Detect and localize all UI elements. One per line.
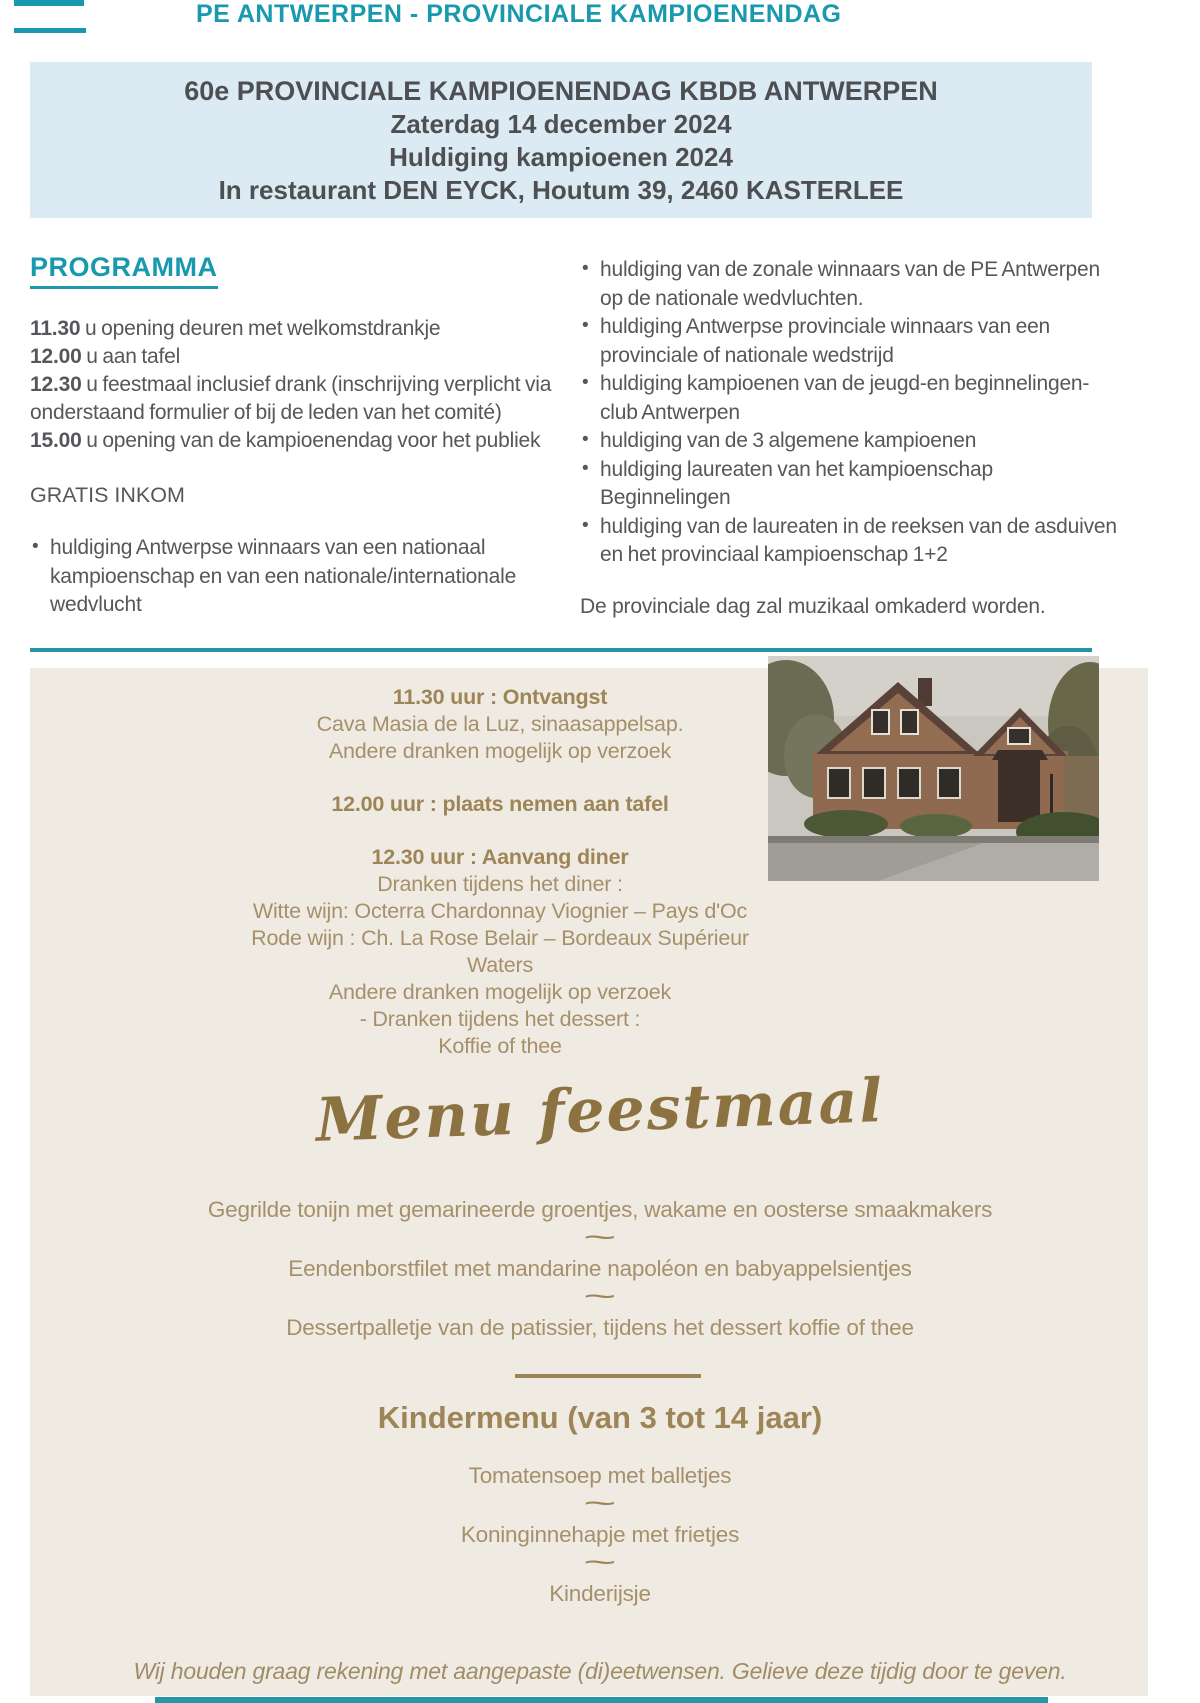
coffee-tea-line: Koffie of thee (438, 1034, 562, 1058)
short-divider (515, 1374, 701, 1378)
program-columns (30, 240, 1125, 620)
white-wine-line: Witte wijn: Octerra Chardonnay Viognier – Pays d'Oc (252, 899, 748, 923)
reception-line: Cava Masia de la Luz, sinaasappelsap. (316, 712, 684, 736)
red-wine-line: Rode wijn : Ch. La Rose Belair – Bordeaux Supérieur (251, 926, 749, 950)
menu-items (30, 1196, 1170, 1341)
reception-heading: 11.30 uur : Ontvangst (392, 685, 608, 709)
tilde-separator-icon: ~ (583, 1280, 617, 1313)
tilde-separator-icon: ~ (583, 1546, 617, 1579)
left-bullet-list (30, 534, 560, 620)
page-title: PE ANTWERPEN - PROVINCIALE KAMPIOENENDAG (196, 0, 842, 28)
diet-note: Wij houden graag rekening met aangepaste (di)eetwensen. Gelieve deze tijdig door te geven. (133, 1658, 1067, 1684)
event-location: In restaurant DEN EYCK, Houtum 39, 2460 KASTERLEE (218, 175, 904, 205)
bullet-item: • huldiging Antwerpse provinciale winnaars van een provinciale of nationale wedstrijd (580, 313, 1125, 370)
tilde-separator-icon: ~ (583, 1221, 617, 1254)
teal-divider (30, 648, 1092, 652)
tilde-separator-icon: ~ (583, 1487, 617, 1520)
music-note: De provinciale dag zal muzikaal omkaderd worden. (580, 594, 1046, 618)
kids-menu-heading: Kindermenu (van 3 tot 14 jaar) (377, 1400, 823, 1435)
restaurant-den-eyck-photo (768, 656, 1099, 881)
bullet-item: • huldiging laureaten van het kampioenschap Beginnelingen (580, 456, 1125, 513)
event-info-box (30, 62, 1092, 218)
bullet-item: • huldiging kampioenen van de jeugd-en beginnelingen-club Antwerpen (580, 370, 1125, 427)
kids-menu-items (30, 1462, 1170, 1607)
reception-schedule (180, 684, 820, 1060)
bullet-item: • huldiging van de zonale winnaars van de PE Antwerpen op de nationale wedvluchten. (580, 256, 1125, 313)
schedule-line: 12.30 u feestmaal inclusief drank (inschrijving verplicht via onderstaand formulier of bij de leden van het comité) (30, 373, 552, 424)
menu-item: Eendenborstfilet met mandarine napoléon en babyappelsientjes (288, 1256, 912, 1281)
dessert-drinks-line: - Dranken tijdens het dessert : (359, 1007, 641, 1031)
bullet-item: • huldiging van de laureaten in de reeksen van de asduiven en het provinciaal kampioenschap 1+2 (580, 513, 1125, 570)
menu-item: Gegrilde tonijn met gemarineerde groentjes, wakame en oosterse smaakmakers (207, 1197, 993, 1222)
event-date: Zaterdag 14 december 2024 (390, 109, 732, 139)
logo-line-top (14, 0, 84, 6)
program-right-column (580, 240, 1125, 620)
bullet-item: • huldiging Antwerpse winnaars van een nationaal kampioenschap en van een nationale/internationale wedvlucht (30, 534, 560, 620)
reception-line: Andere dranken mogelijk op verzoek (328, 739, 672, 763)
right-bullet-list (580, 256, 1125, 570)
kids-menu-item: Tomatensoep met balletjes (468, 1463, 732, 1488)
bullet-item: • huldiging van de 3 algemene kampioenen (580, 427, 1125, 456)
schedule-line: 15.00 u opening van de kampioenendag voor het publiek (30, 429, 541, 452)
diner-line: Dranken tijdens het diner : (377, 872, 623, 896)
program-schedule (30, 315, 560, 455)
schedule-line: 11.30 u opening deuren met welkomstdrankje (30, 317, 441, 340)
waters-line: Waters (466, 953, 534, 977)
bottom-teal-bar (155, 1697, 1048, 1703)
program-left-column (30, 240, 560, 620)
event-subtitle: Huldiging kampioenen 2024 (389, 142, 733, 172)
menu-item: Dessertpalletje van de patissier, tijdens het dessert koffie of thee (286, 1315, 914, 1340)
logo-line-bottom (14, 28, 86, 33)
other-drinks-line: Andere dranken mogelijk op verzoek (328, 980, 672, 1004)
kids-menu-item: Koninginnehapje met frietjes (460, 1522, 740, 1547)
menu-script-title: Menu feestmaal (314, 1066, 886, 1156)
schedule-line: 12.00 u aan tafel (30, 345, 181, 368)
diner-heading: 12.30 uur : Aanvang diner (371, 845, 629, 869)
table-heading: 12.00 uur : plaats nemen aan tafel (331, 792, 669, 816)
kids-menu-item: Kinderijsje (549, 1581, 651, 1606)
programma-heading: PROGRAMMA (30, 252, 218, 289)
free-entry-label: GRATIS INKOM (30, 483, 185, 507)
event-title: 60e PROVINCIALE KAMPIOENENDAG KBDB ANTWERPEN (184, 76, 938, 106)
